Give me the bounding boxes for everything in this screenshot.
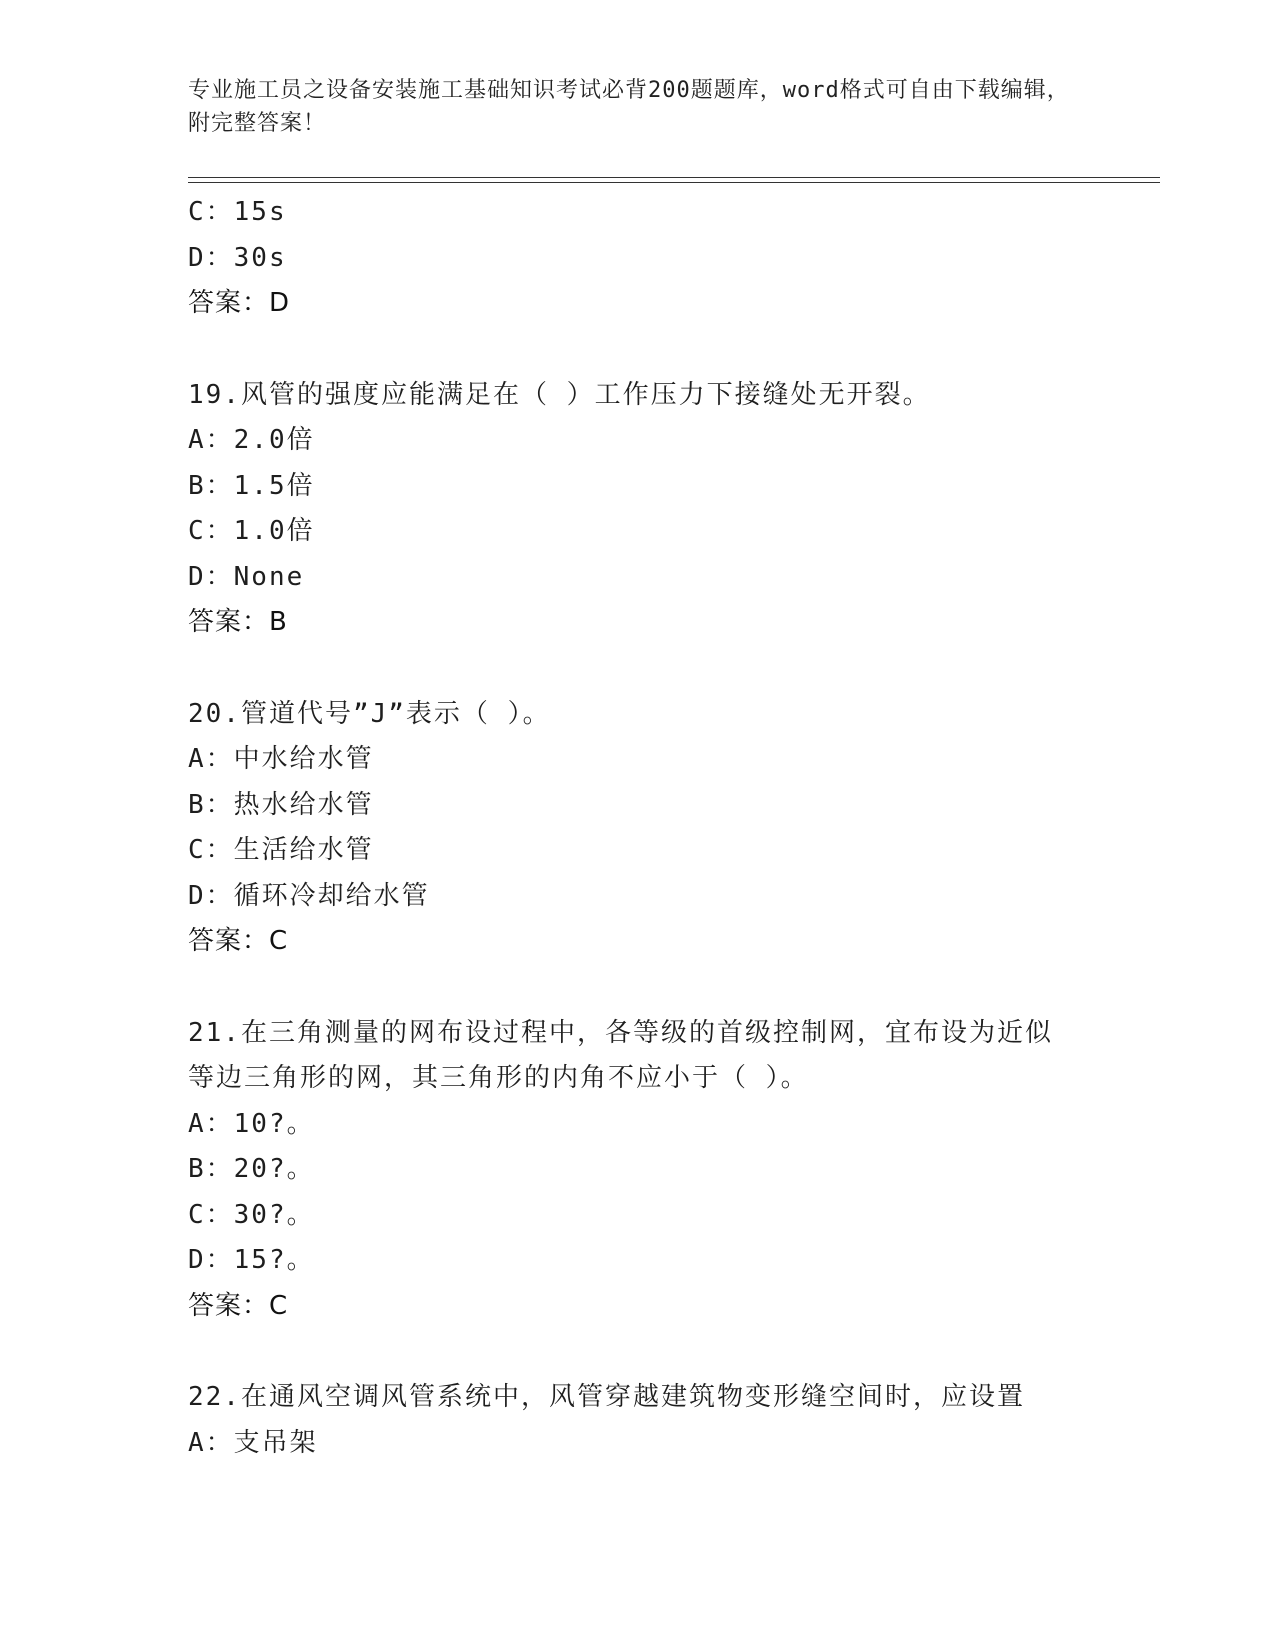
question-block-19: [188, 373, 1128, 646]
option-d: D：30s: [188, 242, 287, 273]
option-a: A：10?。: [188, 1108, 315, 1139]
option-b: B：20?。: [188, 1154, 315, 1184]
question-text-line-2: 等边三角形的网，其三角形的内角不应小于（ ）。: [188, 1063, 809, 1093]
answer: 答案：C: [188, 1290, 289, 1321]
option-b: B：热水给水管: [188, 789, 374, 820]
answer: 答案：B: [188, 607, 288, 637]
question-block-22: [188, 1375, 1128, 1466]
answer: 答案：D: [188, 288, 291, 318]
option-a: A：中水给水管: [188, 744, 374, 774]
option-d: D：None: [188, 561, 305, 592]
question-block-20: [188, 692, 1128, 965]
header-title: 专业施工员之设备安装施工基础知识考试必背200题题库，word格式可自由下载编辑，附完整答案！: [188, 78, 1070, 136]
spacer: [188, 327, 1128, 373]
answer: 答案：C: [188, 926, 289, 956]
option-a: A：2.0倍: [188, 425, 315, 455]
document-header: [188, 74, 1088, 140]
spacer: [188, 646, 1128, 692]
option-d: D：15?。: [188, 1245, 315, 1275]
option-d: D：循环冷却给水管: [188, 880, 430, 911]
spacer: [188, 965, 1128, 1011]
option-c: C：1.0倍: [188, 516, 315, 546]
question-block-21: [188, 1011, 1128, 1330]
header-divider-bottom: [188, 182, 1160, 183]
question-text: 19.风管的强度应能满足在（ ）工作压力下接缝处无开裂。: [188, 379, 931, 410]
question-text-line-1: 21.在三角测量的网布设过程中，各等级的首级控制网，宜布设为近似: [188, 1017, 1053, 1048]
header-divider-top: [188, 177, 1160, 178]
option-c: C：15s: [188, 197, 287, 227]
question-block-18: [188, 190, 1128, 327]
question-text: 20.管道代号”J”表示（ ）。: [188, 698, 551, 729]
option-a: A：支吊架: [188, 1427, 318, 1458]
option-b: B：1.5倍: [188, 470, 315, 501]
question-text: 22.在通风空调风管系统中，风管穿越建筑物变形缝空间时，应设置: [188, 1382, 1025, 1412]
spacer: [188, 1329, 1128, 1375]
document-body: [188, 190, 1128, 1466]
option-c: C：30?。: [188, 1199, 315, 1230]
option-c: C：生活给水管: [188, 835, 374, 865]
